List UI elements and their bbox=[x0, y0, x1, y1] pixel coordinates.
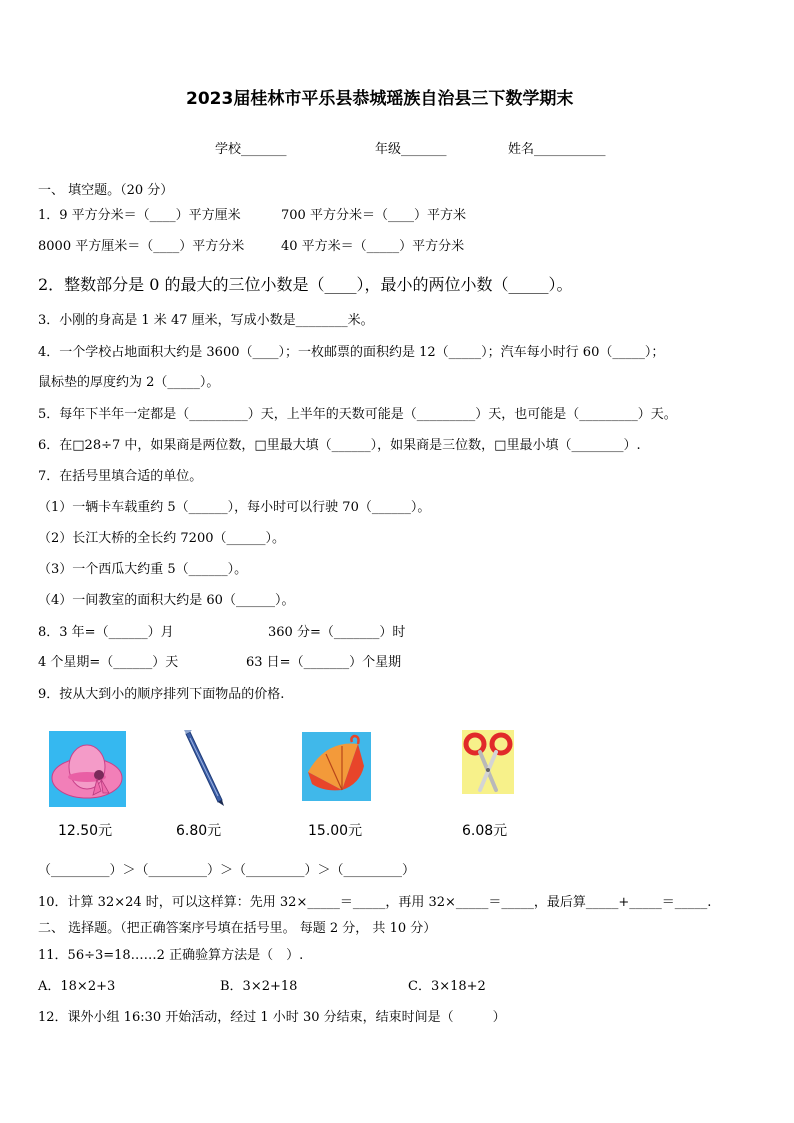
price-hat: 12.50元 bbox=[58, 823, 113, 839]
q7-s1: （1）一辆卡车载重约 5（______），每小时可以行驶 70（______）。 bbox=[38, 500, 431, 515]
q7-s3: （3）一个西瓜大约重 5（______）。 bbox=[38, 562, 248, 577]
section2-heading: 二、 选择题。（把正确答案序号填在括号里。 每题 2 分， 共 10 分） bbox=[38, 921, 437, 936]
q11-option-b: B．3×2+18 bbox=[220, 979, 298, 994]
q9-heading: 9．按从大到小的顺序排列下面物品的价格. bbox=[38, 687, 285, 702]
q7-s2: （2）长江大桥的全长约 7200（______）。 bbox=[38, 531, 285, 546]
q4-line1: 4．一个学校占地面积大约是 3600（____）；一枚邮票的面积约是 12（_____）；汽车每小时行 60（_____）； bbox=[38, 345, 665, 360]
q7-s4: （4）一间教室的面积大约是 60（______）。 bbox=[38, 593, 295, 608]
grade-field: 年级_______ bbox=[375, 142, 447, 157]
section1-heading: 一、 填空题。（20 分） bbox=[38, 183, 174, 198]
price-pen: 6.80元 bbox=[176, 823, 222, 839]
name-field: 姓名___________ bbox=[508, 142, 606, 157]
price-umbrella: 15.00元 bbox=[308, 823, 363, 839]
q2: 2．整数部分是 0 的最大的三位小数是（____），最小的两位小数（_____）。 bbox=[38, 275, 573, 294]
q8-d: 63 日=（_______）个星期 bbox=[246, 655, 402, 670]
q8-c: 4 个星期=（______）天 bbox=[38, 655, 179, 670]
q9-answer-line: （_________）＞（_________）＞（_________）＞（_________） bbox=[38, 863, 416, 878]
pen-icon bbox=[178, 728, 228, 808]
umbrella-icon bbox=[302, 732, 371, 801]
q11-option-a: A．18×2+3 bbox=[38, 979, 116, 994]
q1-d: 40 平方米＝（_____）平方分米 bbox=[281, 239, 465, 254]
q10: 10．计算 32×24 时，可以这样算：先用 32×_____＝_____，再用 32×_____＝_____，最后算_____+_____＝_____. bbox=[38, 895, 712, 910]
q8-b: 360 分=（_______）时 bbox=[268, 625, 406, 640]
q7-heading: 7．在括号里填合适的单位。 bbox=[38, 469, 203, 484]
price-scissors: 6.08元 bbox=[462, 823, 508, 839]
q5: 5．每年下半年一定都是（_________）天，上半年的天数可能是（_________）天，也可能是（_________）天。 bbox=[38, 407, 677, 422]
q3: 3．小刚的身高是 1 米 47 厘米，写成小数是________米。 bbox=[38, 313, 374, 328]
q1-c: 8000 平方厘米＝（____）平方分米 bbox=[38, 239, 245, 254]
q11-option-c: C．3×18+2 bbox=[408, 979, 486, 994]
q4-line2: 鼠标垫的厚度约为 2（_____）。 bbox=[38, 375, 220, 390]
q12: 12．课外小组 16:30 开始活动，经过 1 小时 30 分结束，结束时间是（ ） bbox=[38, 1010, 506, 1025]
hat-icon bbox=[49, 731, 126, 807]
q8-a: 8．3 年=（______）月 bbox=[38, 625, 174, 640]
q6: 6．在□28÷7 中，如果商是两位数，□里最大填（______），如果商是三位数，□里最小填（________）. bbox=[38, 438, 641, 453]
q1-a: 1．9 平方分米＝（____）平方厘米 bbox=[38, 208, 241, 223]
q11-stem: 11．56÷3=18……2 正确验算方法是（ ）. bbox=[38, 948, 304, 963]
school-field: 学校_______ bbox=[215, 142, 287, 157]
page-title: 2023届桂林市平乐县恭城瑶族自治县三下数学期末 bbox=[186, 89, 574, 109]
scissors-icon bbox=[462, 730, 514, 794]
q1-b: 700 平方分米＝（____）平方米 bbox=[281, 208, 466, 223]
